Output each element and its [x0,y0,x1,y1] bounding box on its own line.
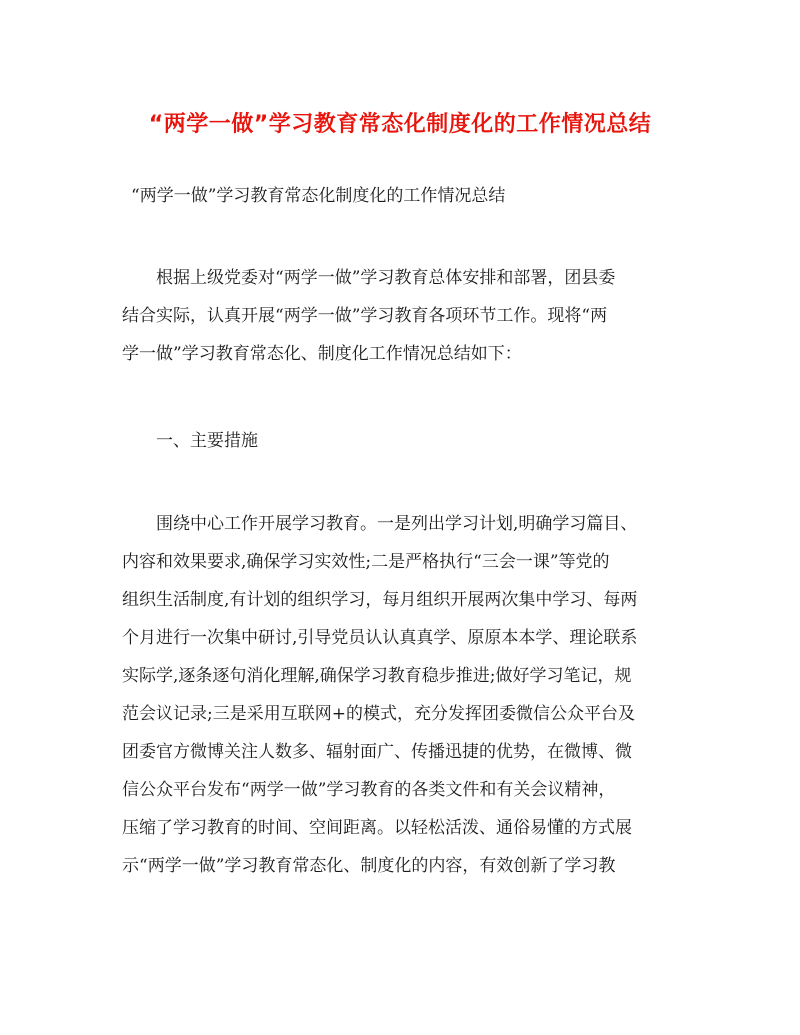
intro-line: 学一做”学习教育常态化、制度化工作情况总结如下： [122,344,522,364]
body-line: 压缩了学习教育的时间、空间距离。以轻松活泼、通俗易懂的方式展 [122,818,632,838]
document-subtitle: “两学一做”学习教育常态化制度化的工作情况总结 [131,186,506,206]
body-line: 信公众平台发布“两学一做”学习教育的各类文件和有关会议精神， [122,780,616,800]
intro-line: 结合实际，认真开展“两学一做”学习教育各项环节工作。现将“两 [122,306,608,326]
document-title: “两学一做”学习教育常态化制度化的工作情况总结 [148,112,652,137]
body-line: 组织生活制度,有计划的组织学习，每月组织开展两次集中学习、每两 [122,590,638,610]
intro-line: 根据上级党委对“两学一做”学习教育总体安排和部署，团县委 [156,268,616,288]
body-line: 个月进行一次集中研讨,引导党员认认真真学、原原本本学、理论联系 [122,628,638,648]
section-heading: 一、主要措施 [156,431,258,451]
body-line: 围绕中心工作开展学习教育。一是列出学习计划,明确学习篇目、 [156,514,638,534]
body-line: 内容和效果要求,确保学习实效性;二是严格执行“三会一课”等党的 [122,552,610,572]
body-line: 范会议记录;三是采用互联网+的模式，充分发挥团委微信公众平台及 [122,704,635,724]
body-line: 示“两学一做”学习教育常态化、制度化的内容，有效创新了学习教 [122,856,616,876]
body-line: 团委官方微博关注人数多、辐射面广、传播迅捷的优势，在微博、微 [122,742,632,762]
body-line: 实际学,逐条逐句消化理解,确保学习教育稳步推进;做好学习笔记，规 [122,666,632,686]
